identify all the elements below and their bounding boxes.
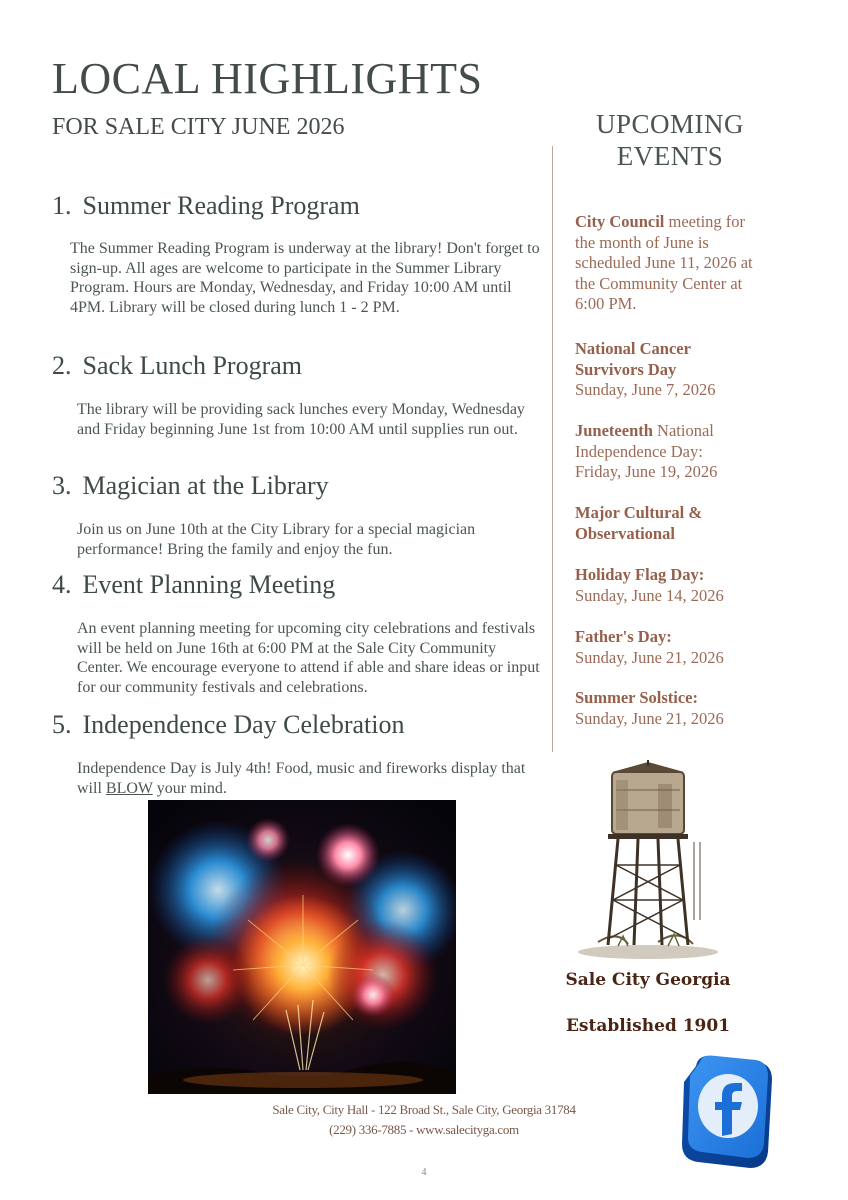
- section-number: 4.: [52, 570, 72, 599]
- section-heading-sack-lunch: [52, 350, 302, 382]
- logo-city-name: Sale City Georgia: [565, 970, 731, 990]
- section-title: Summer Reading Program: [82, 191, 360, 220]
- column-divider: [552, 146, 553, 752]
- event-cultural-observational: [575, 503, 745, 544]
- event-title: National Cancer Survivors Day: [575, 339, 691, 379]
- section-title: Sack Lunch Program: [82, 351, 303, 380]
- body-text: Independence Day is July 4th! Food, music and fireworks display that will: [77, 760, 526, 797]
- event-title: Major Cultural & Observational: [575, 503, 703, 543]
- page-subtitle: FOR SALE CITY JUNE 2026: [52, 114, 345, 140]
- section-heading-magician: [52, 470, 329, 502]
- event-city-council: [575, 212, 765, 315]
- footer-address: Sale City, City Hall - 122 Broad St., Sale City, Georgia 31784: [272, 1102, 576, 1117]
- section-heading-summer-reading: [52, 190, 360, 222]
- event-cancer-survivors: [575, 339, 735, 401]
- event-details: National Independence Day: Friday, June 19, 2026: [575, 421, 718, 481]
- upcoming-events-heading: [570, 108, 770, 172]
- event-details: Sunday, June 14, 2026: [575, 585, 724, 605]
- event-fathers-day: [575, 627, 775, 668]
- event-juneteenth: [575, 421, 740, 483]
- section-body-independence-day: [77, 759, 532, 798]
- section-number: 5.: [52, 710, 72, 739]
- water-tower-icon: [528, 760, 768, 960]
- fireworks-graphic: [148, 800, 456, 1094]
- event-summer-solstice: [575, 688, 775, 729]
- event-details: Sunday, June 21, 2026: [575, 708, 724, 728]
- section-number: 3.: [52, 471, 72, 500]
- heading-line: EVENTS: [616, 141, 724, 171]
- fireworks-image: [148, 800, 456, 1094]
- section-number: 1.: [52, 191, 72, 220]
- event-title: Summer Solstice:: [575, 688, 698, 707]
- section-title: Event Planning Meeting: [82, 570, 336, 599]
- event-title: Juneteenth: [575, 421, 653, 440]
- section-number: 2.: [52, 351, 72, 380]
- sale-city-logo: [528, 760, 768, 1050]
- underlined-word: BLOW: [105, 779, 153, 797]
- event-title: City Council: [575, 212, 665, 231]
- section-body-summer-reading: The Summer Reading Program is underway at the library! Don't forget to sign-up. All ages are welcome to participate in the Summer Library Program. Hours are Monday, Wednesday, and Friday 10:00 AM until 4PM. Library will be closed during lunch 1 - 2 PM.: [70, 240, 540, 316]
- section-body-magician: Join us on June 10th at the City Library for a special magician performance! Bring the family and enjoy the fun.: [77, 521, 476, 558]
- footer-contact: (229) 336-7885 - www.salecityga.com: [329, 1122, 519, 1137]
- event-title: Holiday Flag Day:: [575, 565, 705, 584]
- logo-established: Established 1901: [565, 1016, 731, 1036]
- section-body-event-planning: An event planning meeting for upcoming city celebrations and festivals will be held on June 16th at 6:00 PM at the Sale City Community Center. We encourage everyone to attend if able and share ideas or input for our community festivals and celebrations.: [77, 620, 540, 696]
- event-title: Father's Day:: [575, 627, 672, 646]
- page-number: 4: [421, 1167, 427, 1178]
- section-heading-independence-day: [52, 709, 404, 741]
- section-title: Magician at the Library: [82, 471, 329, 500]
- section-body-sack-lunch: The library will be providing sack lunches every Monday, Wednesday and Friday beginning June 1st from 10:00 AM until supplies run out.: [77, 401, 525, 438]
- event-details: Sunday, June 21, 2026: [575, 647, 724, 667]
- event-details: Sunday, June 7, 2026: [575, 380, 716, 399]
- heading-line: UPCOMING: [595, 109, 745, 139]
- section-heading-event-planning: [52, 569, 335, 601]
- event-flag-day: [575, 565, 775, 606]
- page-title: LOCAL HIGHLIGHTS: [52, 54, 483, 103]
- section-title: Independence Day Celebration: [82, 710, 405, 739]
- event-details: meeting for the month of June is scheduled June 11, 2026 at the Community Center at 6:00 PM.: [575, 212, 753, 313]
- body-text: your mind.: [152, 779, 227, 797]
